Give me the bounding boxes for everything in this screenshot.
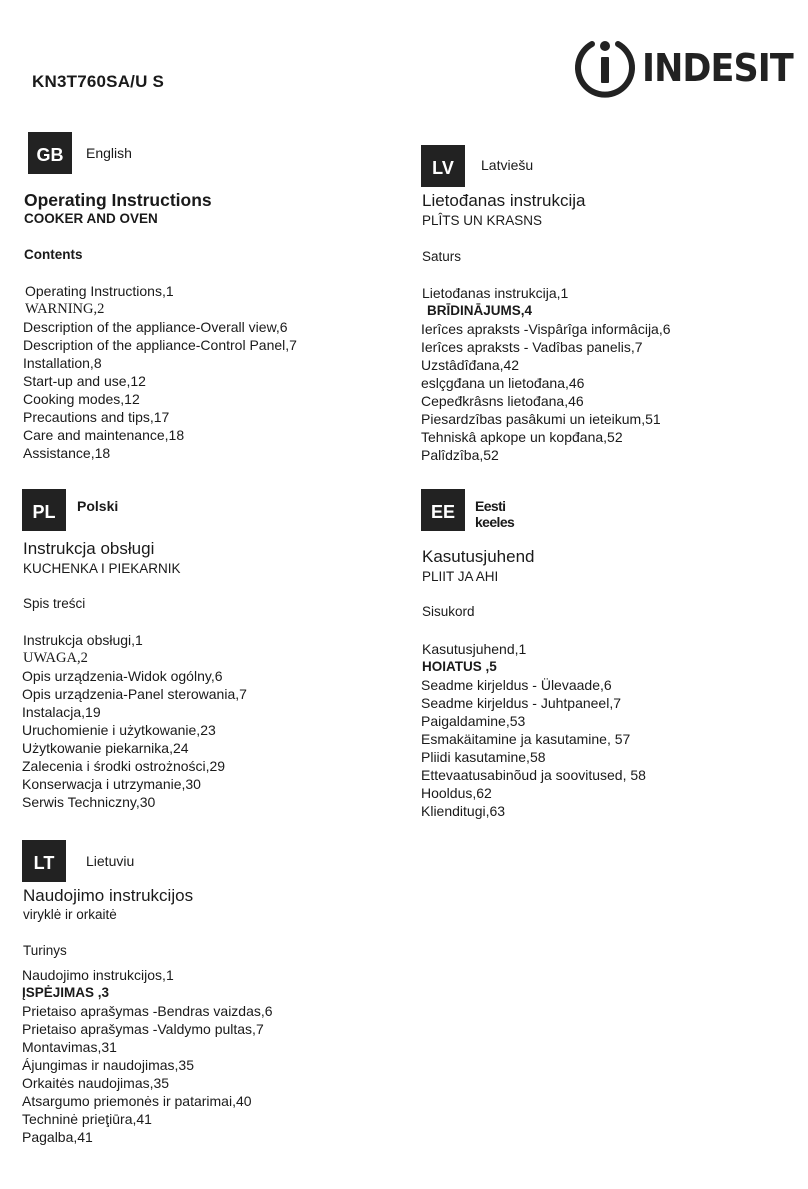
list-item: Esmakäitamine ja kasutamine, 57 [421, 731, 631, 747]
section-subtitle: PLÎTS UN KRASNS [422, 213, 543, 228]
list-item: Klienditugi,63 [421, 803, 506, 819]
list-item: UWAGA,2 [23, 650, 88, 666]
list-item: Description of the appliance-Overall view,6 [23, 319, 288, 335]
contents-heading: Sisukord [422, 604, 475, 619]
list-item: WARNING,2 [25, 301, 105, 317]
list-item: BRĪDINĀJUMS,4 [427, 303, 533, 318]
list-item: Paigaldamine,53 [421, 713, 526, 729]
section-title: Operating Instructions [24, 190, 212, 210]
table-of-contents [22, 966, 273, 1146]
list-item: Instalacja,19 [22, 704, 101, 720]
list-item: Orkaitės naudojimas,35 [22, 1075, 170, 1091]
list-item: ĮSPĖJIMAS ,3 [22, 985, 110, 1000]
list-item: Naudojimo instrukcijos,1 [22, 967, 174, 983]
list-item: Serwis Techniczny,30 [22, 794, 156, 810]
list-item: Cooking modes,12 [23, 391, 140, 407]
section-title: Lietođanas instrukcija [422, 191, 586, 210]
language-badge: GB [28, 132, 72, 174]
list-item: Cepeđkrâsns lietođana,46 [421, 393, 584, 409]
section-subtitle: viryklė ir orkaitė [23, 907, 117, 922]
list-item: Piesardzîbas pasâkumi un ieteikum,51 [421, 411, 661, 427]
list-item: Tehniskâ apkope un kopđana,52 [421, 429, 623, 445]
list-item: Atsargumo priemonės ir patarimai,40 [22, 1093, 252, 1109]
brand-logo [572, 34, 792, 100]
list-item: Seadme kirjeldus - Juhtpaneel,7 [421, 695, 622, 711]
list-item: Montavimas,31 [22, 1039, 117, 1055]
list-item: Kasutusjuhend,1 [422, 641, 527, 657]
table-of-contents [421, 284, 671, 464]
language-badge: EE [421, 489, 465, 531]
contents-heading: Saturs [422, 249, 462, 264]
list-item: eslçgđana un lietođana,46 [421, 375, 585, 391]
list-item: Installation,8 [23, 355, 102, 371]
list-item: HOIATUS ,5 [422, 659, 497, 674]
list-item: Uzstâdîđana,42 [421, 357, 520, 373]
language-name: Eesti keeles [475, 498, 515, 530]
list-item: Operating Instructions,1 [25, 283, 174, 299]
list-item: Konserwacja i utrzymanie,30 [22, 776, 201, 792]
section-title: Naudojimo instrukcijos [23, 886, 194, 905]
list-item: Start-up and use,12 [23, 373, 146, 389]
language-name: English [86, 145, 132, 161]
language-name: Latviešu [481, 157, 534, 173]
list-item: Pagalba,41 [22, 1129, 93, 1145]
language-name: Polski [77, 498, 119, 514]
contents-heading: Spis treści [23, 596, 86, 611]
list-item: Instrukcja obsługi,1 [23, 632, 143, 648]
list-item: Care and maintenance,18 [23, 427, 185, 443]
list-item: Description of the appliance-Control Panel,7 [23, 337, 297, 353]
contents-heading: Turinys [23, 943, 67, 958]
list-item: Prietaiso aprašymas -Valdymo pultas,7 [22, 1021, 264, 1037]
section-title: Instrukcja obsługi [23, 539, 155, 558]
section-subtitle: PLIIT JA AHI [422, 569, 499, 584]
list-item: Techninė prieţiūra,41 [22, 1111, 152, 1127]
language-badge: LT [22, 840, 66, 882]
list-item: Opis urządzenia-Panel sterowania,7 [22, 686, 247, 702]
list-item: Zalecenia i środki ostrożności,29 [22, 758, 226, 774]
table-of-contents [22, 631, 247, 811]
language-badge: PL [22, 489, 66, 531]
list-item: Prietaiso aprašymas -Bendras vaizdas,6 [22, 1003, 273, 1019]
list-item: Użytkowanie piekarnika,24 [22, 740, 189, 756]
list-item: Ierîces apraksts - Vadîbas panelis,7 [421, 339, 643, 355]
list-item: Assistance,18 [23, 445, 111, 461]
language-name: Lietuviu [86, 853, 135, 869]
section-title: Kasutusjuhend [422, 547, 535, 566]
language-badge: LV [421, 145, 465, 187]
list-item: Seadme kirjeldus - Ülevaade,6 [421, 677, 612, 693]
table-of-contents [23, 282, 297, 462]
list-item: Precautions and tips,17 [23, 409, 170, 425]
list-item: Uruchomienie i użytkowanie,23 [22, 722, 216, 738]
table-of-contents [421, 640, 646, 820]
model-number: KN3T760SA/U S [32, 72, 165, 91]
list-item: Hooldus,62 [421, 785, 492, 801]
power-symbol-icon [572, 34, 638, 100]
list-item: Palîdzîba,52 [421, 447, 499, 463]
list-item: Lietođanas instrukcija,1 [422, 285, 569, 301]
list-item: Ájungimas ir naudojimas,35 [22, 1057, 194, 1073]
contents-heading: Contents [24, 247, 83, 262]
section-subtitle: COOKER AND OVEN [24, 211, 158, 226]
section-subtitle: KUCHENKA I PIEKARNIK [23, 561, 181, 576]
list-item: Ettevaatusabinõud ja soovitused, 58 [421, 767, 646, 783]
list-item: Pliidi kasutamine,58 [421, 749, 546, 765]
brand-name: INDESIT [642, 46, 793, 90]
list-item: Ierîces apraksts -Vispârîga informâcija,6 [421, 321, 671, 337]
list-item: Opis urządzenia-Widok ogólny,6 [22, 668, 223, 684]
